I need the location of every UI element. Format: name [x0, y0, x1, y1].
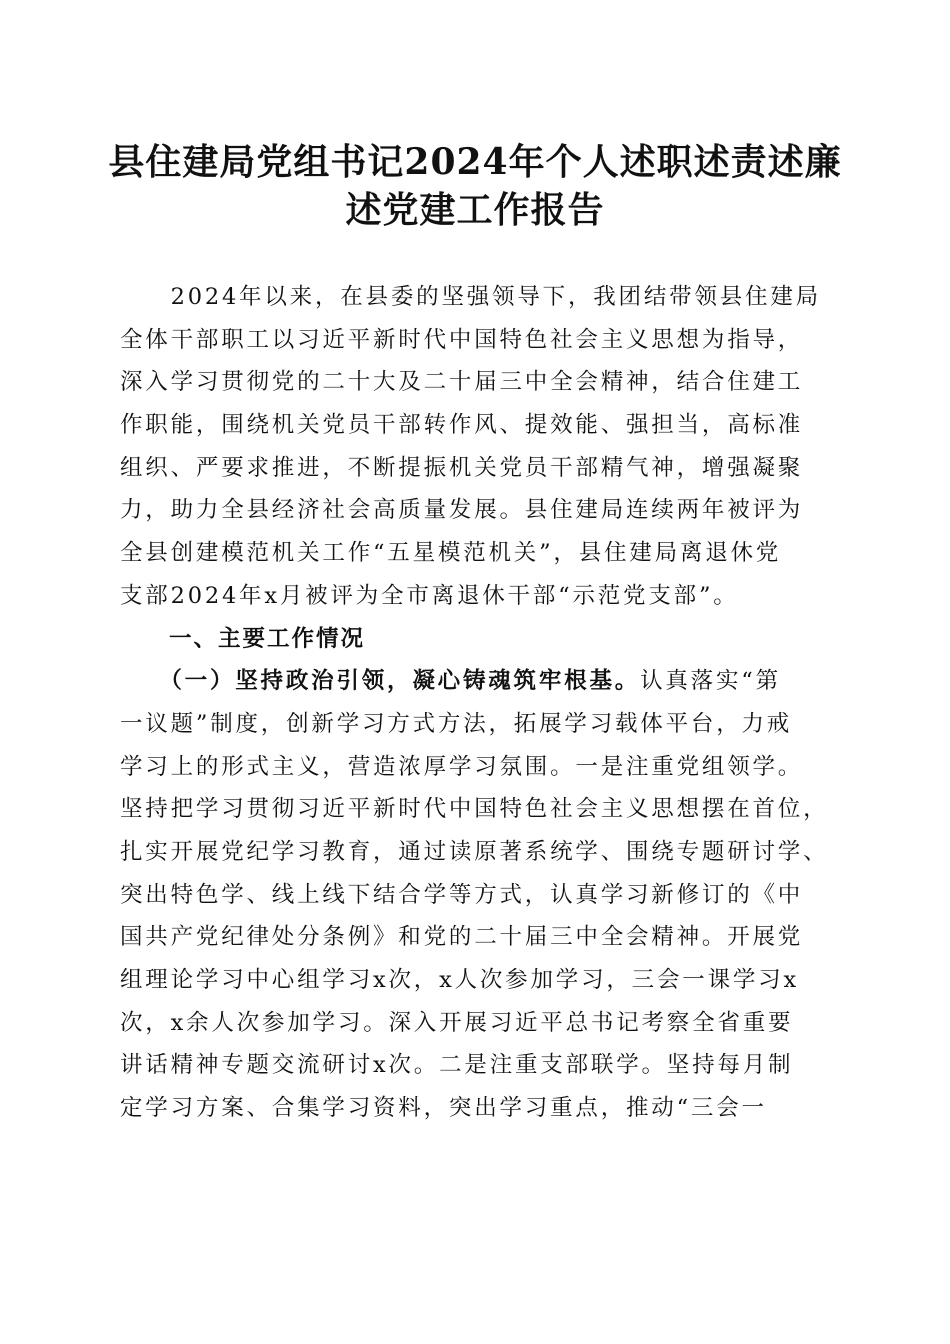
body-line: 力，助力全县经济社会高质量发展。县住建局连续两年被评为 [120, 497, 804, 524]
body-line: 定学习方案、合集学习资料，突出学习重点，推动“三会一 [120, 1095, 767, 1122]
title-line-1: 县住建局党组书记2024年个人述职述责述廉 [108, 141, 842, 183]
body-line: 国共产党纪律处分条例》和党的二十届三中全会精神。开展党 [120, 924, 804, 951]
body-line: 2024年以来，在县委的坚强领导下，我团结带领县住建局 [120, 284, 821, 310]
section-heading: 一、主要工作情况 [120, 625, 366, 652]
body-line: 讲话精神专题交流研讨x次。二是注重支部联学。坚持每月制 [120, 1052, 794, 1079]
body-line: 组织、严要求推进，不断提振机关党员干部精气神，增强凝聚 [120, 454, 804, 481]
body-line: 一议题”制度，创新学习方式方法，拓展学习载体平台，力戒 [120, 710, 793, 737]
body-line: 支部2024年x月被评为全市离退休干部“示范党支部”。 [120, 582, 739, 609]
body-line: 全体干部职工以习近平新时代中国特色社会主义思想为指导， [120, 326, 804, 353]
body-line: 组理论学习中心组学习x次，x人次参加学习，三会一课学习x [120, 967, 799, 993]
body-line: 全县创建模范机关工作“五星模范机关”，县住建局离退休党 [120, 540, 782, 567]
document-title [100, 138, 850, 234]
body-line: 作职能，围绕机关党员干部转作风、提效能、强担当，高标准 [120, 412, 804, 439]
body-line: 深入学习贯彻党的二十大及二十届三中全会精神，结合住建工 [120, 369, 804, 396]
subsection-heading: （一）坚持政治引领，凝心铸魂筑牢根基。 [120, 668, 641, 695]
body-line: 学习上的形式主义，营造浓厚学习氛围。一是注重党组领学。 [120, 753, 804, 780]
body-line: 突出特色学、线上线下结合学等方式，认真学习新修订的《中 [120, 881, 804, 908]
body-line: 扎实开展党纪学习教育，通过读原著系统学、围绕专题研讨学、 [120, 838, 829, 865]
body-line: 次，x余人次参加学习。深入开展习近平总书记考察全省重要 [120, 1009, 794, 1036]
title-line-2: 述党建工作报告 [345, 189, 605, 231]
subsection-first-line-rest: 认真落实“第 [640, 668, 781, 695]
document-body [120, 276, 832, 1130]
body-line: 坚持把学习贯彻习近平新时代中国特色社会主义思想摆在首位， [120, 796, 829, 823]
subsection-first-line [120, 660, 832, 703]
